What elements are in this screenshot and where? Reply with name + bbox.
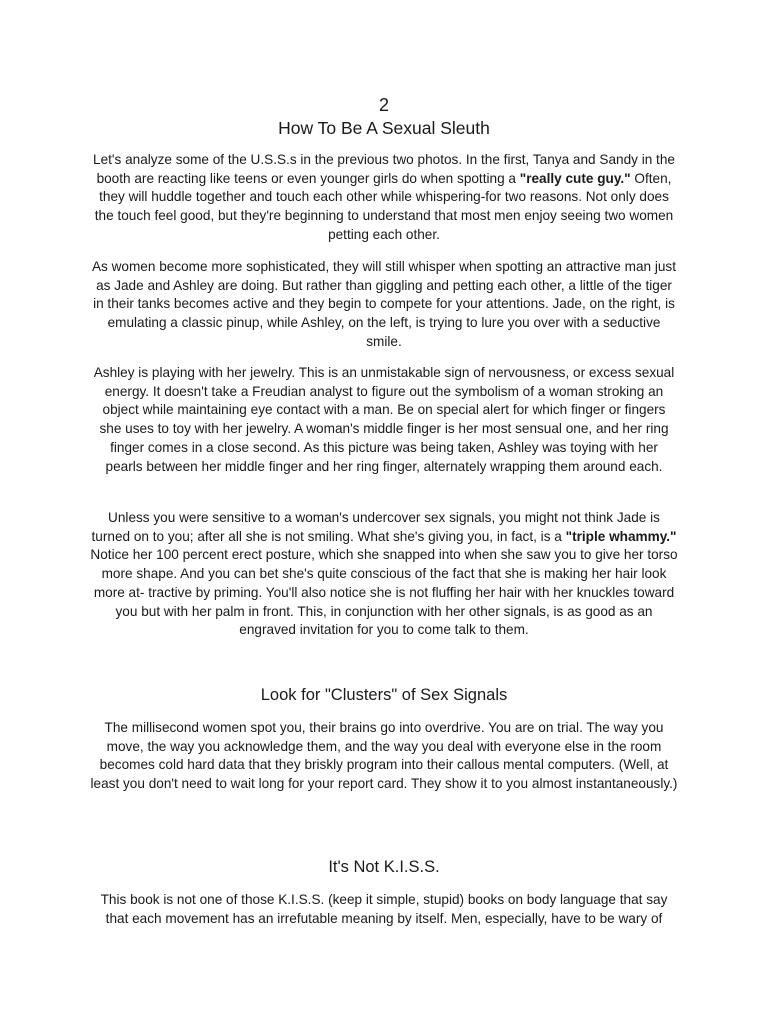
paragraph-4 — [90, 509, 678, 640]
paragraph-1-emphasis: "really cute guy." — [519, 170, 631, 186]
section-heading-clusters: Look for "Clusters" of Sex Signals — [260, 686, 508, 704]
paragraph-2: As women become more sophisticated, they will still whisper when spotting an attractive man just as Jade and Ashley are doing. But rather than giggling and petting each other, a little of the tiger in their tanks becomes active and they begin to compete for your attentions. Jade, on the right, is emulating a classic pinup, while Ashley, on the left, is trying to lure you over with a seductive smile. — [91, 259, 677, 349]
chapter-title: How To Be A Sexual Sleuth — [278, 118, 490, 138]
paragraph-1 — [90, 151, 678, 245]
section-clusters-paragraph: The millisecond women spot you, their brains go into overdrive. You are on trial. The way you move, the way you acknowledge them, and the way you deal with everyone else in the room becomes cold hard data that they briskly program into their callous mental computers. (Well, at least you don't need to wait long for your report card. They show it to you almost instantaneously.) — [90, 720, 678, 792]
paragraph-3: Ashley is playing with her jewelry. This is an unmistakable sign of nervousness, or excess sexual energy. It doesn't take a Freudian analyst to figure out the symbolism of a woman stroking an object while maintaining eye contact with a man. Be on special alert for which finger or fingers she uses to toy with her jewelry. A woman's middle finger is her most sensual one, and her ring finger comes in a close second. As this picture was being taken, Ashley was toying with her pearls between her middle finger and her ring finger, alternately wrapping them around each. — [93, 365, 675, 474]
paragraph-1-text: Let's analyze some of the U.S.S.s in the previous two photos. In the first, Tanya and Sandy in the booth are reacting like teens or even younger girls do when spotting a — [93, 152, 675, 186]
paragraph-4-text-end: Notice her 100 percent erect posture, which she snapped into when she saw you to give her torso more shape. And you can bet she's quite conscious of the fact that she is making her hair look more at- tractive by priming. You'll also notice she is not fluffing her hair with her knuckles toward you but with her palm in front. This, in conjunction with her other signals, is as good as an engraved invitation for you to come talk to them. — [90, 547, 678, 638]
paragraph-4-emphasis: "triple whammy." — [565, 528, 677, 544]
section-kiss-paragraph: This book is not one of those K.I.S.S. (keep it simple, stupid) books on body language that say that each movement has an irrefutable meaning by itself. Men, especially, have to be wary of — [100, 892, 668, 926]
paragraph-4-text: Unless you were sensitive to a woman's undercover sex signals, you might not think Jade is turned on to you; after all she is not smiling. What she's giving you, in fact, is a — [91, 510, 660, 544]
chapter-number: 2 — [378, 95, 389, 115]
section-heading-kiss: It's Not K.I.S.S. — [328, 858, 440, 876]
paragraph-1-text-end: Often, they will huddle together and touch each other while whispering-for two reasons. Not only does the touch feel good, but they're beginning to understand that most men enjoy seeing two women petting each other. — [94, 170, 674, 242]
